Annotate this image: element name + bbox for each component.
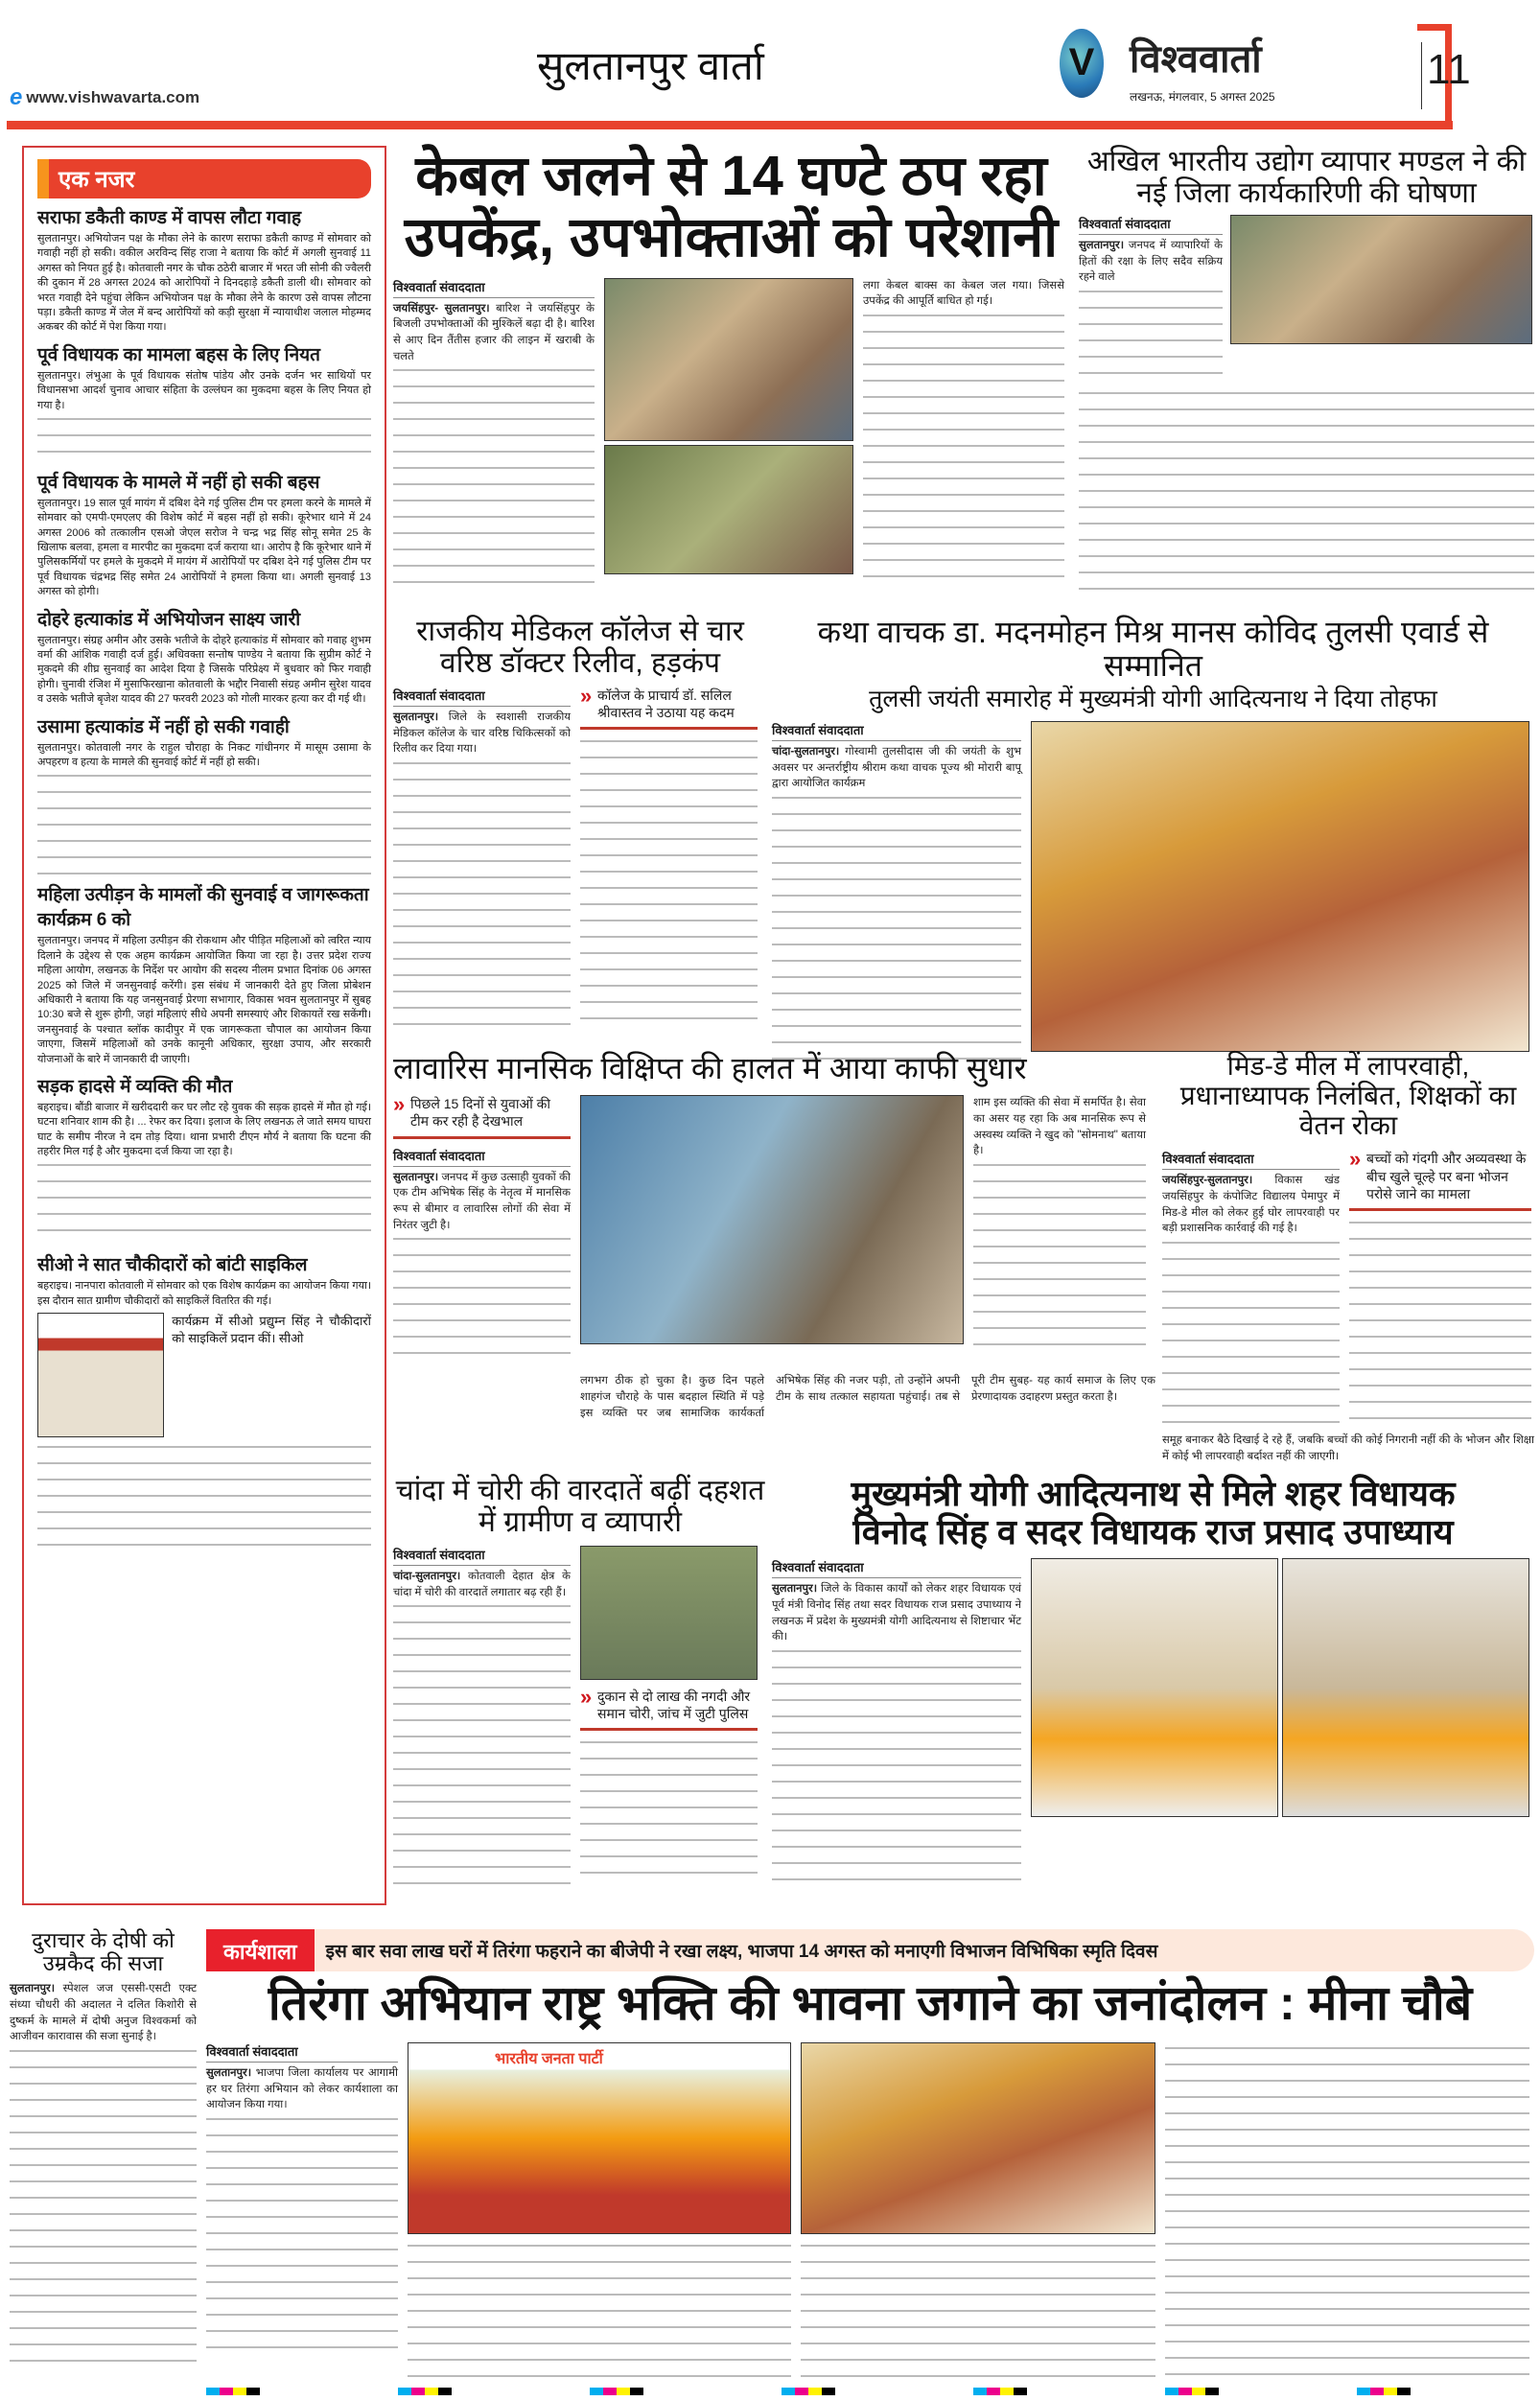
website-link[interactable] bbox=[10, 84, 199, 111]
lead: विकास खंड जयसिंहपुर के कंपोजिट विद्यालय पेमापुर में मिड-डे मील को लेकर हुई घोर लापरवाही पर बड़ी प्रशासनिक कार्रवाई की गई है। bbox=[1162, 1175, 1340, 1235]
lead-place: सुलतानपुर। bbox=[772, 1583, 818, 1596]
title: महिला उत्पीड़न के मामलों की सुनवाई व जागरूकता कार्यक्रम 6 को bbox=[37, 885, 369, 931]
lead: जनपद में व्यापारियों के हितों की रक्षा के लिए सदैव सक्रिय रहने वाले bbox=[1079, 240, 1223, 284]
pull: » दुकान से दो लाख की नगदी और समान चोरी, जांच में जुटी पुलिस bbox=[580, 1688, 758, 1731]
byline: विश्ववार्ता संवाददाता bbox=[206, 2042, 398, 2063]
title-2: विनोद सिंह व सदर विधायक राज प्रसाद उपाध्याय bbox=[852, 1511, 1454, 1551]
byline: विश्ववार्ता संवाददाता bbox=[393, 278, 595, 298]
byline: विश्ववार्ता संवाददाता bbox=[393, 687, 571, 707]
brief-item bbox=[37, 1251, 371, 1556]
tiranga-stage-photo bbox=[408, 2042, 791, 2234]
byline: विश्ववार्ता संवाददाता bbox=[1162, 1150, 1340, 1170]
lead: बारिश ने जयसिंहपुर के बिजली उपभोक्ताओं की मुश्किलें बढ़ा दी है। बारिश से आए दिन तैंतीस हजार की लाइन में खराबी के चलते bbox=[393, 302, 595, 362]
lead-place: सुलतानपुर। bbox=[1079, 240, 1125, 251]
byline: विश्ववार्ता संवाददाता bbox=[772, 1558, 1021, 1578]
lead: जिले के विकास कार्यों को लेकर शहर विधायक एवं पूर्व मंत्री विनोद सिंह तथा सदर विधायक राज प्रसाद उपाध्याय ने लखनऊ में प्रदेश के मुख्यमंत्री योगी आदित्यनाथ से शिष्टाचार भेंट की। bbox=[772, 1583, 1021, 1643]
text: सुलतानपुर। संग्रह अमीन और उसके भतीजे के दोहरे हत्याकांड में सोमवार को गवाह शुभम वर्मा की आंशिक गवाही दर्ज हुई। अधिवक्ता सन्तोष पाण्डेय ने बताया कि सुप्रीम कोर्ट ने मुकदमे की शीघ्र सुनवाई का आदेश दिया है जिसके परिप्रेक्ष्य में बुधवार को फिर गवाही होगी। चुनावी रंजिश में मुसाफिरखाना कोतवाली के भद्दौर निवासी संग्रह अमीन सुरेश यादव व उसके भतीजे बृजेश यादव की 27 फरवरी 2023 को गोली मारकर हत्या कर दी गई थी। bbox=[37, 634, 371, 706]
title: दोहरे हत्याकांड में अभियोजन साक्ष्य जारी bbox=[37, 609, 301, 630]
byline: विश्ववार्ता संवाददाता bbox=[1079, 215, 1223, 235]
vyapar-group-photo bbox=[1230, 215, 1532, 344]
title: मिड-डे मील में लापरवाही, प्रधानाध्यापक निलंबित, शिक्षकों का वेतन रोका bbox=[1179, 1051, 1517, 1140]
title-1: मुख्यमंत्री योगी आदित्यनाथ से मिले शहर विधायक bbox=[851, 1474, 1456, 1513]
title: सीओ ने सात चौकीदारों को बांटी साइकिल bbox=[37, 1255, 308, 1276]
lead: कोतवाली देहात क्षेत्र के चांदा में चोरी की वारदातें लगातार बढ़ रही हैं। bbox=[393, 1571, 571, 1598]
brief-item bbox=[37, 713, 371, 876]
text: सुलतानपुर। जनपद में महिला उत्पीड़न की रोकथाम और पीड़ित महिलाओं को त्वरित न्याय दिलाने के उद्देश्य से एक अहम कार्यक्रम आयोजित किया जा रहा है। उत्तर प्रदेश राज्य महिला आयोग, लखनऊ के निर्देश पर आयोग की सदस्य नीलम प्रभात दिनांक 06 अगस्त 2025 को जिले में जनसुनवाई करेंगी। इस संबंध में जानकारी देते हुए जिला प्रोबेशन अधिकारी ने बताया कि यह जनसुनवाई प्रेरणा सभागार, विकास भवन सुलतानपुर में सुबह 10:30 बजे से शुरू होगी, जहां महिलाएं सीधे अपनी समस्याएं और शिकायतें रख सकेंगी। जनसुनवाई के पश्चात ब्लॉक कादीपुर में एक जागरूकता चौपाल का आयोजन किया जाएगा, जिसमें महिलाओं को उनके कानूनी अधिकार, सुरक्षा उपाय, और सरकारी योजनाओं के बारे में जानकारी दी जाएगी। bbox=[37, 935, 371, 1065]
story-vyapar bbox=[1079, 146, 1534, 598]
cable-photo-1 bbox=[604, 278, 853, 441]
lead: गोस्वामी तुलसीदास जी की जयंती के शुभ अवसर पर अन्तर्राष्ट्रीय श्रीराम कथा वाचक पूज्य श्री मोरारी बापू द्वारा आयोजित कार्यक्रम bbox=[772, 745, 1021, 790]
brief-item bbox=[37, 1073, 371, 1247]
title: अखिल भारतीय उद्योग व्यापार मण्डल ने की नई जिला कार्यकारिणी की घोषणा bbox=[1086, 146, 1527, 209]
pull: » बच्चों को गंदगी और अव्यवस्था के बीच खुले चूल्हे पर बना भोजन परोसे जाने का मामला bbox=[1349, 1150, 1531, 1211]
story-dushkarm bbox=[10, 1929, 197, 2362]
lead-place: सुलतानपुर। bbox=[206, 2067, 252, 2079]
header-rule bbox=[7, 121, 1453, 129]
cycle-distribution-photo bbox=[37, 1313, 164, 1437]
award-ceremony-photo bbox=[1031, 721, 1529, 1052]
text: बहराइच। बौंडी बाजार में खरीददारी कर घर लौट रहे युवक की सड़क हादसे में मौत हो गई। घटना शनिवार शाम की है। ... रेफर कर दिया। इलाज के लिए लखनऊ ले जाते समय घाघरा घाट के समीप नीरज ने दम तोड़ दिया। थाना प्रभारी टीएन मौर्य ने बताया कि घटना की तहरीर मिल गई है और मुकदमा दर्ज किया जा रहा है। bbox=[37, 1101, 371, 1158]
byline: विश्ववार्ता संवाददाता bbox=[393, 1546, 571, 1566]
browser-e-icon: e bbox=[10, 84, 23, 110]
text: सुलतानपुर। कोतवाली नगर के राहुल चौराहा के निकट गांधीनगर में मासूम उसामा के अपहरण व हत्या के मामले की सुनवाई कोर्ट में नहीं हो सकी। bbox=[37, 741, 371, 768]
ek-nazar-label: एक नजर bbox=[37, 159, 371, 198]
story-medical bbox=[393, 616, 767, 1036]
page-number: 11 bbox=[1427, 46, 1471, 93]
text: सुलतानपुर। अभियोजन पक्ष के मौका लेने के कारण सराफा डकैती काण्ड में सोमवार को गवाही नहीं हो सकी। वकील अरविन्द सिंह राजा ने बताया कि कोर्ट में अगली सुनवाई 11 अगस्त को नियत हुई है। कोतवाली नगर के चौक ठठेरी बाजार में भरत जी सोनी की ज्वैलरी की दुकान में 28 अगस्त 2024 को आरोपियों ने दिनदहाड़े डकैती डाली थी। सोमवार को भरत गवाही देने पहुंचा लेकिन अभियोजन पक्ष के मौका लेने के कारण उसे वापस लौटना पड़ा। डकैती काण्ड में जेल में बन्द आरोपियों को कड़ी सुरक्षा में न्यायाधीश जलाल मोहम्मद अकबर की कोर्ट में पेश किया गया। bbox=[37, 233, 371, 334]
story-chori bbox=[393, 1475, 767, 1888]
karyashala-strap bbox=[206, 1929, 1534, 1971]
pull: » पिछले 15 दिनों से युवाओं की टीम कर रही है देखभाल bbox=[393, 1095, 571, 1138]
lavaris-care-photo bbox=[580, 1095, 964, 1344]
print-color-bar bbox=[206, 2388, 1534, 2395]
title-1: केबल जलने से 14 घण्टे ठप रहा bbox=[415, 145, 1047, 207]
lead-place: चांदा-सुलतानपुर। bbox=[772, 745, 840, 758]
tiranga-audience-photo bbox=[801, 2042, 1155, 2234]
byline: विश्ववार्ता संवाददाता bbox=[393, 1147, 571, 1167]
lead-place: सुलतानपुर। bbox=[393, 1171, 439, 1183]
lead: स्पेशल जज एससी-एसटी एक्ट संध्या चौधरी की अदालत ने दलित किशोरी से दुष्कर्म के मामले में दोषी अनुज विश्वकर्मा को आजीवन कारावास की सजा सुनाई है। bbox=[10, 1983, 197, 2043]
lead-place: सुलतानपुर। bbox=[393, 711, 439, 723]
title: चांदा में चोरी की वारदातें बढ़ीं दहशत में ग्रामीण व व्यापारी bbox=[395, 1475, 765, 1538]
text: बहराइच। नानपारा कोतवाली में सोमवार को एक विशेष कार्यक्रम का आयोजन किया गया। इस दौरान सात ग्रामीण चौकीदारों को साइकिलें वितरित की गई। bbox=[37, 1280, 371, 1307]
title: लावारिस मानसिक विक्षिप्त की हालत में आया काफी सुधार bbox=[393, 1051, 1027, 1085]
title: राजकीय मेडिकल कॉलेज से चार वरिष्ठ डॉक्टर रिलीव, हड़कंप bbox=[416, 616, 744, 679]
foot: लगभग ठीक हो चुका है। कुछ दिन पहले शाहगंज चौराहे के पास बदहाल स्थिति में पड़े इस व्यक्ति पर जब सामाजिक कार्यकर्ता अभिषेक सिंह की नजर पड़ी, तो उन्होंने अपनी टीम के साथ तत्काल सहायता पहुंचाई। तब से पूरी टीम सुबह- यह कार्य समाज के लिए एक प्रेरणादायक उदाहरण प्रस्तुत करता है। bbox=[580, 1375, 1155, 1419]
col2: शाम इस व्यक्ति की सेवा में समर्पित है। सेवा का असर यह रहा कि अब मानसिक रूप से अस्वस्थ व्यक्ति ने खुद को "सोमनाथ" बताया है। bbox=[973, 1097, 1146, 1157]
ek-nazar-box bbox=[22, 146, 386, 1905]
title: कथा वाचक डा. मदनमोहन मिश्र मानस कोविद तुलसी एवार्ड से सम्मानित bbox=[817, 615, 1489, 684]
col2: लगा केबल बाक्स का केबल जल गया। जिससे उपकेंद्र की आपूर्ति बाधित हो गई। bbox=[863, 279, 1064, 308]
title: दुराचार के दोषी को उम्रकैद की सजा bbox=[32, 1928, 175, 1976]
brief-item bbox=[37, 341, 371, 463]
tiranga-headline: तिरंगा अभियान राष्ट्र भक्ति की भावना जगाने का जनांदोलन : मीना चौबे bbox=[268, 1976, 1473, 2030]
banner: भारतीय जनता पार्टी bbox=[495, 2051, 603, 2067]
title-2: उपकेंद्र, उपभोक्ताओं को परेशानी bbox=[404, 205, 1059, 268]
subtitle: तुलसी जयंती समारोह में मुख्यमंत्री योगी आदित्यनाथ ने दिया तोहफा bbox=[869, 686, 1437, 713]
story-midday bbox=[1162, 1052, 1534, 1464]
brief-item bbox=[37, 469, 371, 600]
cable-photo-2 bbox=[604, 445, 853, 574]
story-lavaris bbox=[393, 1052, 1155, 1421]
byline: विश्ववार्ता संवाददाता bbox=[772, 721, 1021, 741]
title: पूर्व विधायक के मामले में नहीं हो सकी बहस bbox=[37, 472, 320, 493]
brief-item bbox=[37, 881, 371, 1067]
strap: इस बार सवा लाख घरों में तिरंगा फहराने का बीजेपी ने रखा लक्ष्य, भाजपा 14 अगस्त को मनाएगी विभाजन विभिषिका स्मृति दिवस bbox=[325, 1942, 1158, 1962]
section-title: सुलतानपुर वार्ता bbox=[537, 43, 764, 88]
brand-name: विश्ववार्ता bbox=[1130, 38, 1262, 81]
shop-theft-photo bbox=[580, 1546, 758, 1680]
lead: भाजपा जिला कार्यालय पर आगामी हर घर तिरंगा अभियान को लेकर कार्यशाला का आयोजन किया गया। bbox=[206, 2067, 398, 2111]
cm-meeting-photo-1 bbox=[1031, 1558, 1278, 1817]
story-cm-meeting bbox=[772, 1475, 1534, 1885]
dateline: लखनऊ, मंगलवार, 5 अगस्त 2025 bbox=[1130, 90, 1275, 104]
title: उसामा हत्याकांड में नहीं हो सकी गवाही bbox=[37, 716, 290, 737]
website: www.vishwavarta.com bbox=[26, 88, 200, 106]
story-cable bbox=[393, 146, 1069, 588]
text: सुलतानपुर। 19 साल पूर्व मायंग में दबिश देने गई पुलिस टीम पर हमला करने के मामले में सोमवार को एमपी-एमएलए की विशेष कोर्ट में बहस नहीं हो सकी। कूरेभार थाने में 24 अगस्त 2006 को तत्कालीन एसओ जेएल सरोज ने चन्द्र भद्र सिंह सोनू समेत 25 के खिलाफ बलवा, हमला व मारपीट का मुकदमा दर्ज कराया था। आरोप है कि कूरेभार थाने में पुलिसकर्मियों पर हमले के मुकदमे में मायंग में आरोपियों पर दबिश देने गई पुलिस टीम पर पूर्व विधायक चंद्रभद्र सिंह समेत 24 आरोपियों ने हमला किया था। अगली सुनवाई 13 अगस्त को होगी। bbox=[37, 497, 371, 598]
kicker: कार्यशाला bbox=[206, 1929, 315, 1971]
story-katha bbox=[772, 616, 1534, 1061]
foot: समूह बनाकर बैठे दिखाई दे रहे हैं, जबकि बच्चों की कोई निगरानी नहीं की के भोजन और शिक्षा में कोई भी लापरवाही बर्दाश्त नहीं की जाएगी। bbox=[1162, 1434, 1534, 1462]
lead-place: सुलतानपुर। bbox=[10, 1983, 56, 1995]
lead: जनपद में कुछ उत्साही युवकों की एक टीम अभिषेक सिंह के नेतृत्व में मानसिक रूप से बीमार व लावारिस लोगों की सेवा में निरंतर जुटी है। bbox=[393, 1171, 571, 1231]
cm-meeting-photo-2 bbox=[1282, 1558, 1529, 1817]
lead: जिले के स्वशासी राजकीय मेडिकल कॉलेज के चार वरिष्ठ चिकित्सकों को रिलीव कर दिया गया। bbox=[393, 711, 571, 756]
title: सराफा डकैती काण्ड में वापस लौटा गवाह bbox=[37, 208, 302, 228]
brief-item bbox=[37, 204, 371, 336]
brand-logo-icon: V bbox=[1060, 29, 1104, 98]
title: सड़क हादसे में व्यक्ति की मौत bbox=[37, 1076, 233, 1097]
story-tiranga bbox=[206, 2042, 1534, 2388]
lead-place: चांदा-सुलतानपुर। bbox=[393, 1571, 461, 1582]
pull: » कॉलेज के प्राचार्य डॉ. सलिल श्रीवास्तव ने उठाया यह कदम bbox=[580, 687, 758, 730]
lead-place: जयसिंहपुर- सुलतानपुर। bbox=[393, 302, 490, 315]
title: पूर्व विधायक का मामला बहस के लिए नियत bbox=[37, 344, 320, 365]
side-text: कार्यक्रम में सीओ प्रद्युम्न सिंह ने चौकीदारों को साइकिलें प्रदान कीं। सीओ bbox=[172, 1314, 371, 1346]
lead-place: जयसिंहपुर-सुलतानपुर। bbox=[1162, 1175, 1253, 1187]
brief-item bbox=[37, 606, 371, 708]
text: सुलतानपुर। लंभुआ के पूर्व विधायक संतोष पांडेय और उनके दर्जन भर साथियों पर विधानसभा आदर्श चुनाव आचार संहिता के उल्लंघन का मुकदमा बहस के लिए नियत हो गया है। bbox=[37, 369, 371, 411]
